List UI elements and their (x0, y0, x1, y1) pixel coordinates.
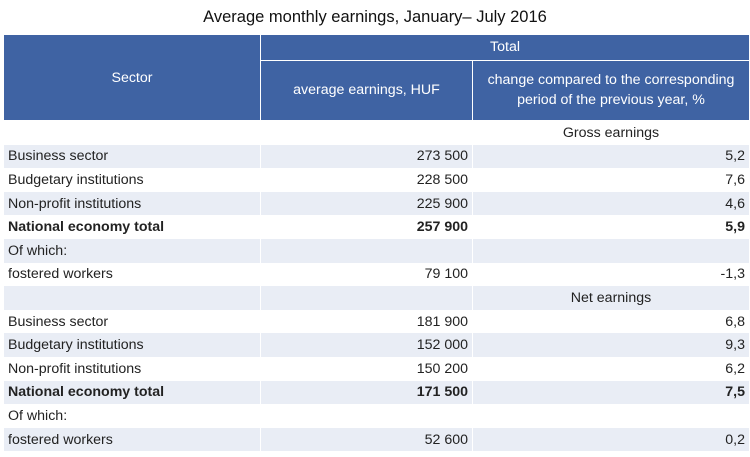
header-change (473, 60, 750, 120)
row-change: 7,5 (473, 381, 750, 405)
row-change: 6,2 (473, 357, 750, 381)
header-change-line2: period of the previous year, % (517, 92, 705, 109)
row-sector: Of which: (4, 239, 261, 263)
table-row (4, 168, 750, 192)
table-row (4, 263, 750, 287)
row-change (473, 404, 750, 428)
table-title: Average monthly earnings, January– July 2016 (203, 8, 547, 26)
row-change: 5,2 (473, 145, 750, 169)
row-sector: Non-profit institutions (4, 192, 261, 216)
row-change: 6,8 (473, 310, 750, 334)
row-sector: Budgetary institutions (4, 168, 261, 192)
row-average: 171 500 (261, 381, 473, 405)
row-sector: fostered workers (4, 263, 261, 287)
table-row (4, 333, 750, 357)
row-average: 257 900 (261, 215, 473, 239)
table-row-total (4, 215, 750, 239)
row-average (261, 404, 473, 428)
row-change: 5,9 (473, 215, 750, 239)
row-sector: National economy total (4, 215, 261, 239)
table-row-total (4, 381, 750, 405)
section-label-net: Net earnings (473, 286, 750, 310)
row-sector: National economy total (4, 381, 261, 405)
row-average (261, 239, 473, 263)
row-average: 152 000 (261, 333, 473, 357)
row-change: 7,6 (473, 168, 750, 192)
header-average-earnings: average earnings, HUF (261, 60, 473, 120)
header-change-line1: change compared to the corresponding (487, 72, 735, 89)
row-sector: fostered workers (4, 428, 261, 452)
row-change: -1,3 (473, 263, 750, 287)
row-average: 52 600 (261, 428, 473, 452)
row-sector: Budgetary institutions (4, 333, 261, 357)
row-average: 79 100 (261, 263, 473, 287)
table-row (4, 404, 750, 428)
header-sector: Sector (4, 35, 261, 121)
row-sector: Of which: (4, 404, 261, 428)
row-average: 228 500 (261, 168, 473, 192)
earnings-table (3, 34, 750, 451)
row-change (473, 239, 750, 263)
table-row (4, 310, 750, 334)
row-average: 273 500 (261, 145, 473, 169)
row-average: 225 900 (261, 192, 473, 216)
row-change: 9,3 (473, 333, 750, 357)
row-sector: Business sector (4, 310, 261, 334)
table-row (4, 428, 750, 452)
header-total: Total (261, 35, 750, 61)
row-average: 181 900 (261, 310, 473, 334)
table-row (4, 357, 750, 381)
table-row (4, 192, 750, 216)
table-row (4, 239, 750, 263)
section-label-gross: Gross earnings (473, 121, 750, 145)
row-change: 0,2 (473, 428, 750, 452)
row-sector: Non-profit institutions (4, 357, 261, 381)
row-change: 4,6 (473, 192, 750, 216)
table-row (4, 145, 750, 169)
row-average: 150 200 (261, 357, 473, 381)
row-sector: Business sector (4, 145, 261, 169)
